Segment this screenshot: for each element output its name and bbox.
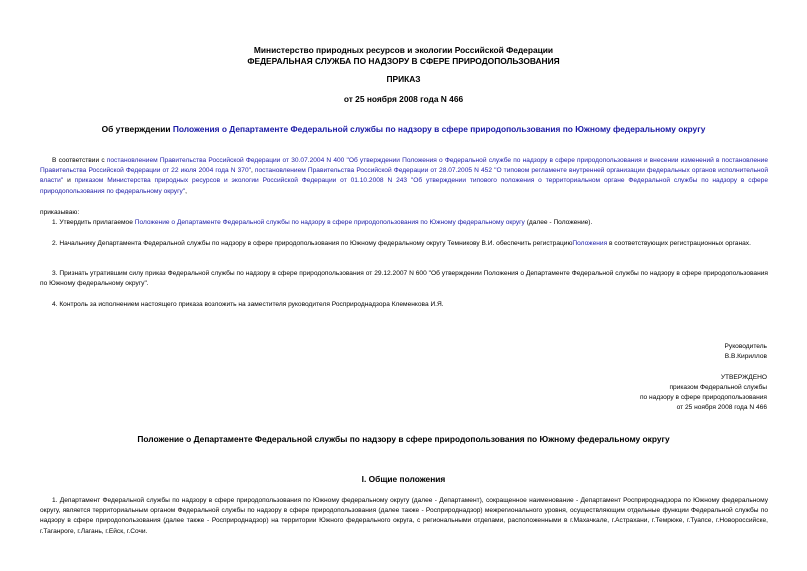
preamble-text-4: ,: [185, 187, 187, 195]
title-prefix: Об утверждении: [101, 124, 173, 134]
signature-role: Руководитель: [724, 343, 767, 350]
preamble-link-resolution-452[interactable]: постановлением Правительства Российской Федерации от 28.07.2005 N 452 "О типовом регламенте внутренней организации федеральных органов исполнительной власти": [40, 167, 768, 185]
approval-line-4: от 25 ноября 2008 года N 466: [676, 404, 767, 411]
section-1-paragraph-1: 1. Департамент Федеральной службы по надзору в сфере природопользования по Южному федеральному округу (далее - Департамент), сокращенное наименование - Департамент Росприроднадзора по Южному федеральному округу, является территориальным органом Федеральной службы по надзору в сфере природопользования (далее также - Росприроднадзор) межрегионального уровня, осуществляющим отдельные функции Федеральной службы по надзору в сфере природопользования (далее также - Росприроднадзор) на территории Южного федерального округа, с региональными отделами, расположенными в г.Махачкале, г.Астрахани, г.Темрюке, г.Туапсе, г.Новороссийске, г.Таганроге, г.Лагань, г.Ейск, г.Сочи.: [40, 497, 768, 535]
item-2-link[interactable]: Положения: [572, 240, 608, 247]
approval-line-2: приказом Федеральной службы: [669, 384, 767, 391]
item-1-link[interactable]: Положение о Департаменте Федеральной службы по надзору в сфере природопользования по Южному федеральному округу: [134, 219, 525, 226]
preamble-text-3: и: [63, 177, 75, 185]
service-name: ФЕДЕРАЛЬНАЯ СЛУЖБА ПО НАДЗОРУ В СФЕРЕ ПРИРОДОПОЛЬЗОВАНИЯ: [247, 56, 560, 66]
document-date-number: от 25 ноября 2008 года N 466: [343, 94, 464, 104]
approval-stamp: УТВЕРЖДЕНО: [720, 374, 767, 381]
item-2-text: 2. Начальнику Департамента Федеральной службы по надзору в сфере природопользования по Южному федеральному округу Темникову В.И. обеспечить регистрацию: [52, 240, 573, 247]
approval-line-3: по надзору в сфере природопользования: [639, 394, 767, 401]
document-type: ПРИКАЗ: [386, 74, 421, 84]
item-3: 3. Признать утратившим силу приказ Федеральной службы по надзору в сфере природопользования от 29.12.2007 N 600 "Об утверждении Положения о Департаменте Федеральной службы по надзору в сфере природопользования по Южному федеральному округу".: [40, 270, 768, 288]
preamble-link-resolution-400[interactable]: постановлением Правительства Российской Федерации от 30.07.2004 N 400 "Об утверждении Положения о Федеральной службе по надзору в сфере природопользования и внесении изменений в постановление Правительства Российской Федерации от 22 июля 2004 года N 370": [40, 157, 768, 175]
item-2-text-post: в соответствующих регистрационных органах.: [607, 240, 751, 247]
item-1-text: 1. Утвердить прилагаемое: [52, 219, 135, 226]
document-title: [40, 124, 767, 135]
title-link[interactable]: Положения о Департаменте Федеральной службы по надзору в сфере природопользования по Южному федеральному округу: [172, 124, 706, 134]
preamble-link-order-243[interactable]: приказом Министерства природных ресурсов и экологии Российской Федерации от 01.10.2008 N 243 "Об утверждении типового положения о территориальном органе Федеральной службы по надзору в сфере природопользования по федеральному округу": [40, 177, 768, 195]
section-1-heading: I. Общие положения: [361, 474, 446, 484]
item-1: [40, 218, 768, 228]
preamble-text-1: В соответствии с: [52, 157, 107, 164]
preamble-text-2: ,: [250, 167, 255, 175]
ministry-name: Министерство природных ресурсов и экологии Российской Федерации: [253, 45, 554, 55]
item-4: 4. Контроль за исполнением настоящего приказа возложить на заместителя руководителя Росприроднадзора Клеменкова И.Я.: [52, 301, 444, 308]
item-2: [40, 239, 768, 249]
regulation-title: Положение о Департаменте Федеральной службы по надзору в сфере природопользования по Южному федеральному округу: [137, 434, 670, 444]
preamble-paragraph: [40, 156, 768, 197]
orders-word: приказываю:: [40, 209, 80, 216]
signature-name: В.В.Кириллов: [724, 353, 767, 360]
item-1-text-post: (далее - Положение).: [524, 219, 593, 226]
